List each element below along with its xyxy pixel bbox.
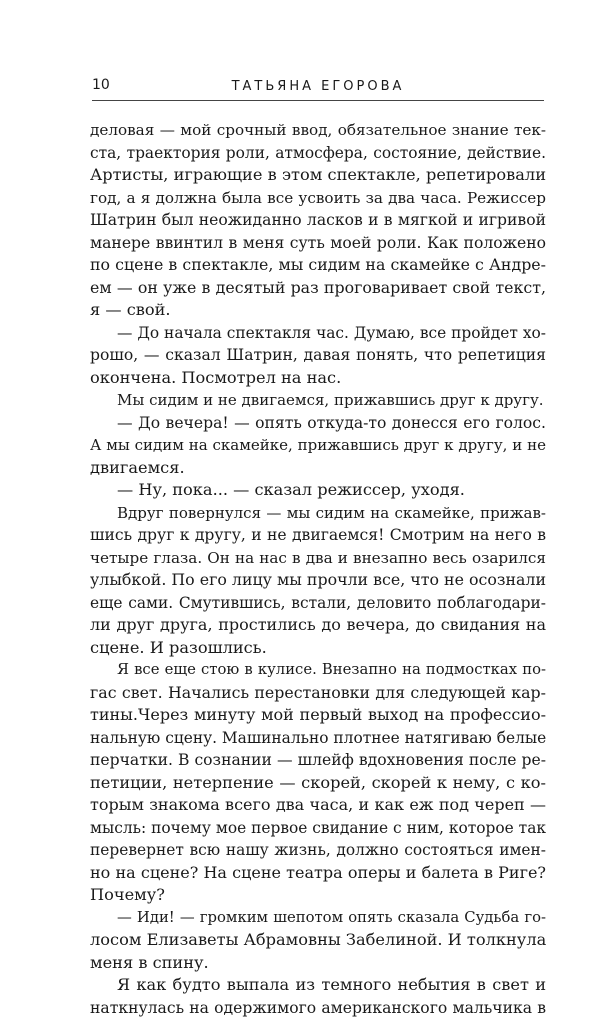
text-line: мысль: почему мое первое свидание с ним, которое так — [90, 817, 546, 840]
text-line: торым знакома всего два часа, и как еж под череп — — [90, 794, 546, 817]
text-line: Я все еще стою в кулисе. Внезапно на подмостках по- — [90, 659, 546, 682]
text-line: петиции, нетерпение — скорей, скорей к нему, с ко- — [90, 772, 546, 795]
text-line: меня в спину. — [90, 952, 546, 975]
text-line: Почему? — [90, 884, 546, 907]
running-header — [92, 74, 544, 101]
text-line: тины.Через минуту мой первый выход на профессио- — [90, 704, 546, 727]
text-line: четыре глаза. Он на нас в два и внезапно весь озарился — [90, 547, 546, 570]
text-line: окончена. Посмотрел на нас. — [90, 367, 546, 390]
text-line: год, а я должна была все усвоить за два часа. Режиссер — [90, 187, 546, 210]
text-line: нальную сцену. Машинально плотнее натягиваю белые — [90, 727, 546, 750]
text-line: — До начала спектакля час. Думаю, все пройдет хо- — [90, 322, 546, 345]
text-line: двигаемся. — [90, 457, 546, 480]
text-line: ста, траектория роли, атмосфера, состояние, действие. — [90, 142, 546, 165]
text-line: — До вечера! — опять откуда-то донесся его голос. — [90, 412, 546, 435]
text-line: — Ну, пока... — сказал режиссер, уходя. — [90, 479, 546, 502]
text-line: улыбкой. По его лицу мы прочли все, что не осознали — [90, 569, 546, 592]
text-line: я — свой. — [90, 299, 546, 322]
text-line: рошо, — сказал Шатрин, давая понять, что репетиция — [90, 344, 546, 367]
text-line: Вдруг повернулся — мы сидим на скамейке, прижав- — [90, 502, 546, 525]
text-line: ем — он уже в десятый раз проговаривает свой текст, — [90, 277, 546, 300]
text-line: Шатрин был неожиданно ласков и в мягкой и игривой — [90, 209, 546, 232]
text-line: Я как будто выпала из темного небытия в свет и — [90, 974, 546, 997]
text-line: перчатки. В сознании — шлейф вдохновения после ре- — [90, 749, 546, 772]
text-line: наткнулась на одержимого американского мальчика в — [90, 997, 546, 1019]
text-line: сцене. И разошлись. — [90, 637, 546, 660]
body-text — [90, 119, 546, 1019]
text-line: лосом Елизаветы Абрамовны Забелиной. И толкнула — [90, 929, 546, 952]
text-line: но на сцене? На сцене театра оперы и балета в Риге? — [90, 862, 546, 885]
page-number: 10 — [92, 77, 110, 93]
text-line: перевернет всю нашу жизнь, должно состояться имен- — [90, 839, 546, 862]
running-head-author: ТАТЬЯНА ЕГОРОВА — [92, 79, 544, 94]
text-line: А мы сидим на скамейке, прижавшись друг к другу, и не — [90, 434, 546, 457]
text-line: — Иди! — громким шепотом опять сказала Судьба го- — [90, 907, 546, 930]
text-line: гас свет. Начались перестановки для следующей кар- — [90, 682, 546, 705]
text-line: Артисты, играющие в этом спектакле, репетировали — [90, 164, 546, 187]
text-line: деловая — мой срочный ввод, обязательное знание тек- — [90, 119, 546, 142]
text-line: ли друг друга, простились до вечера, до свидания на — [90, 614, 546, 637]
text-line: шись друг к другу, и не двигаемся! Смотрим на него в — [90, 524, 546, 547]
text-line: Мы сидим и не двигаемся, прижавшись друг к другу. — [90, 389, 546, 412]
text-line: манере ввинтил в меня суть моей роли. Как положено — [90, 232, 546, 255]
text-line: еще сами. Смутившись, встали, деловито поблагодари- — [90, 592, 546, 615]
text-line: по сцене в спектакле, мы сидим на скамейке с Андре- — [90, 254, 546, 277]
